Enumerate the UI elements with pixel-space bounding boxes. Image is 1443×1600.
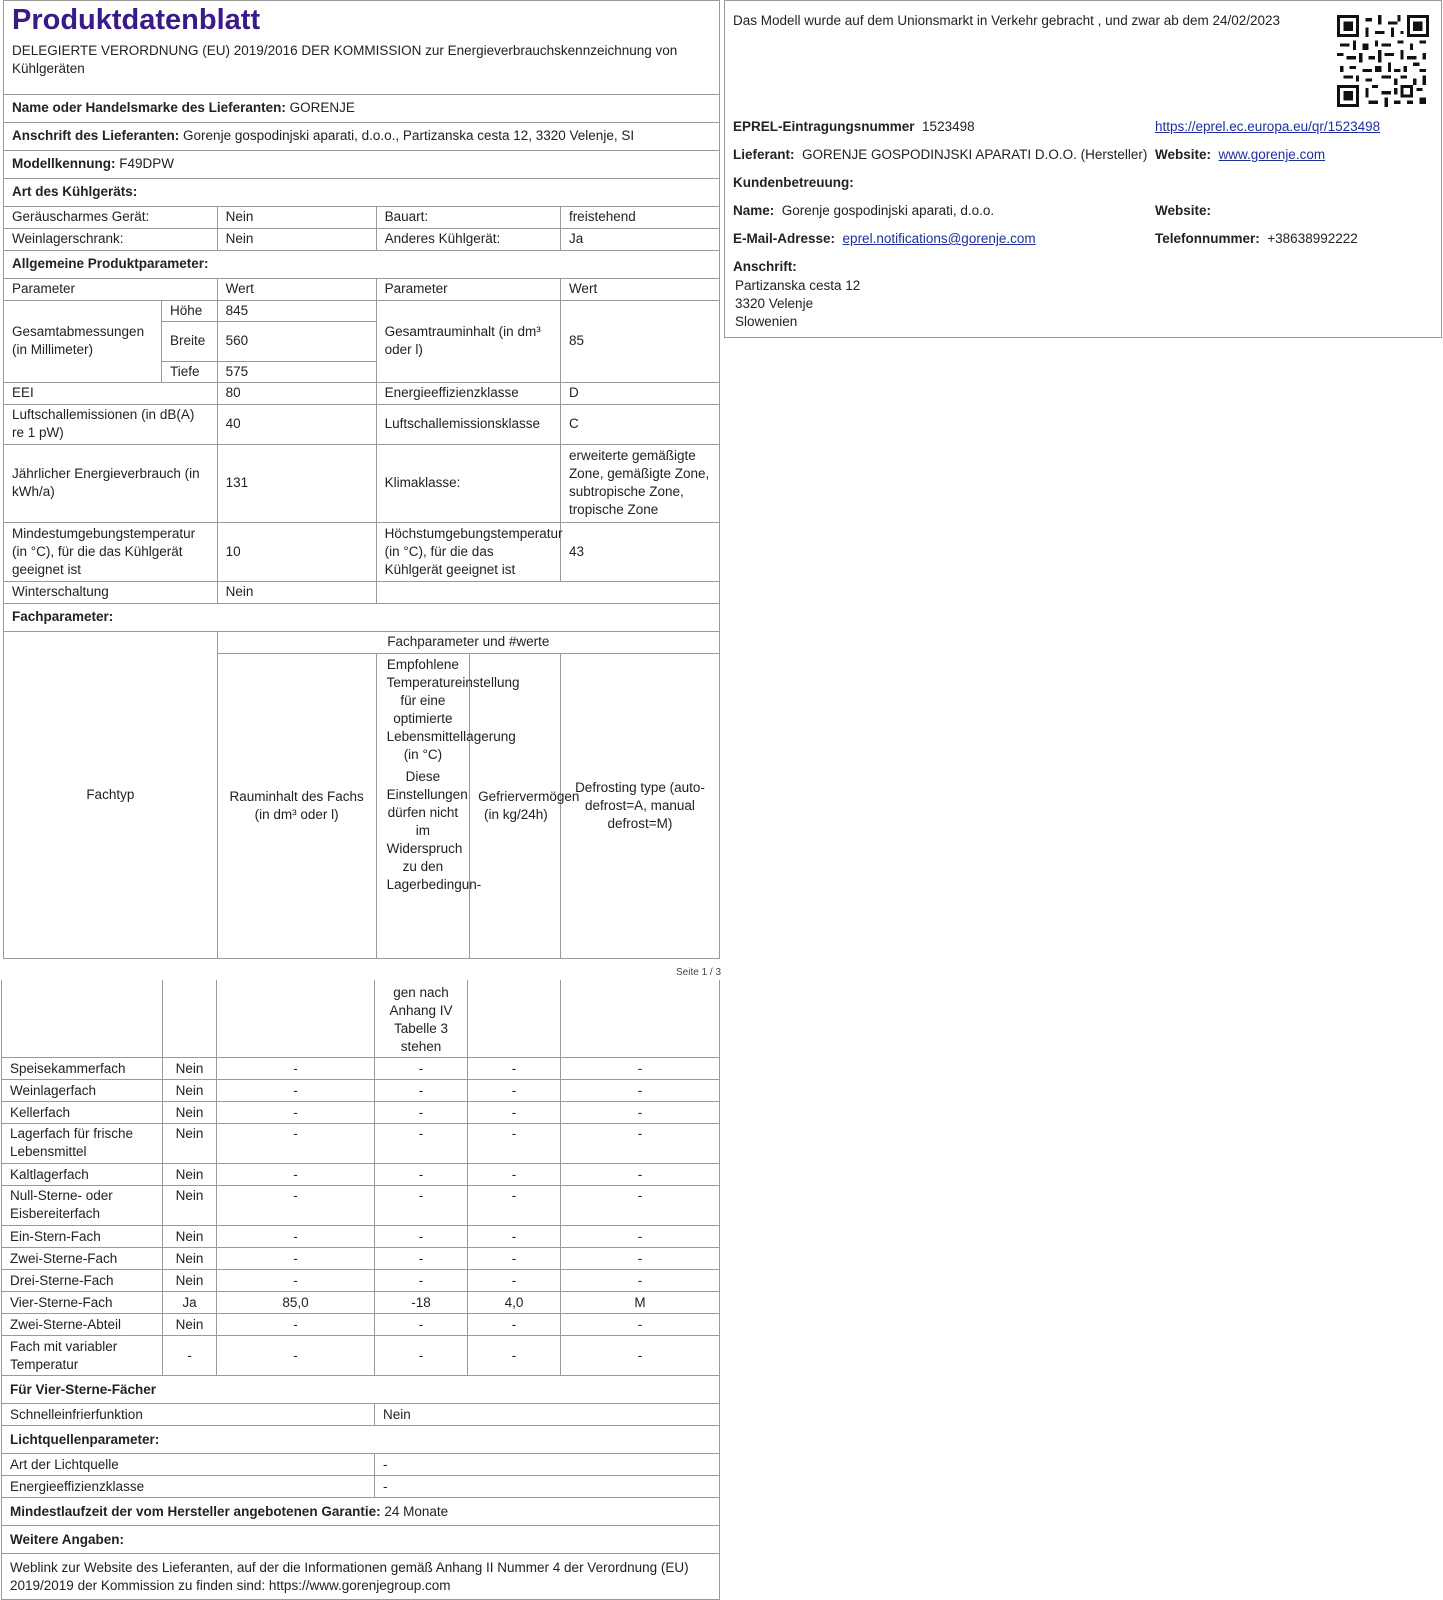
compartment-defrost: -: [561, 1058, 720, 1080]
compartments-heading: Fachparameter:: [4, 603, 720, 631]
param-value: 131: [217, 444, 376, 522]
eprel-number-row: [733, 119, 1153, 134]
compartment-defrost: -: [561, 1186, 720, 1226]
type-label: Bauart:: [376, 206, 560, 228]
compartment-volume: -: [217, 1080, 375, 1102]
compartment-volume: -: [217, 1270, 375, 1292]
col-header-param: Parameter: [376, 278, 560, 300]
compartment-defrost: -: [561, 1102, 720, 1124]
light-class-label: Energieeffizienzklasse: [2, 1476, 375, 1498]
col-recommended-temp: [377, 654, 520, 958]
compartment-temp: -: [375, 1314, 468, 1336]
compartment-temp: -: [375, 1164, 468, 1186]
compartment-row: [2, 1336, 720, 1376]
col-header-param: Parameter: [4, 278, 218, 300]
compartment-row: [2, 1124, 720, 1164]
compartment-name: Zwei-Sterne-Fach: [2, 1248, 163, 1270]
compartment-freezing-capacity: -: [468, 1164, 561, 1186]
compartment-name: Drei-Sterne-Fach: [2, 1270, 163, 1292]
general-heading: Allgemeine Produktparameter:: [4, 250, 720, 278]
param-label: Klimaklasse:: [376, 444, 560, 522]
param-value: D: [560, 382, 719, 404]
compartment-volume: 85,0: [217, 1292, 375, 1314]
type-label: Geräuscharmes Gerät:: [4, 206, 218, 228]
regulation-text: DELEGIERTE VERORDNUNG (EU) 2019/2016 DER KOMMISSION zur Energieverbrauchskennzeichnung von Kühlgeräten: [4, 40, 720, 94]
type-value: Nein: [217, 206, 376, 228]
compartment-temp: -: [375, 1080, 468, 1102]
compartment-volume: -: [217, 1186, 375, 1226]
supplier-name-value: GORENJE: [289, 100, 355, 115]
compartment-name: Null-Sterne- oder Eisbereiterfach: [2, 1186, 163, 1226]
compartment-volume: -: [217, 1058, 375, 1080]
compartment-row: [2, 1186, 720, 1226]
type-label: Anderes Kühlgerät:: [376, 228, 560, 250]
winter-label: Winterschaltung: [4, 581, 218, 603]
param-label: EEI: [4, 382, 218, 404]
supplier-name-row: [4, 94, 720, 122]
model-value: F49DPW: [119, 156, 175, 171]
product-sheet-table-part1: [3, 0, 720, 959]
compartment-present: Nein: [163, 1226, 217, 1248]
model-row: [4, 150, 720, 178]
service-name-row: [733, 203, 1153, 218]
compartment-defrost: -: [561, 1226, 720, 1248]
compartment-present: Nein: [163, 1314, 217, 1336]
compartment-defrost: -: [561, 1314, 720, 1336]
col-recommended-temp-note: Diese Einstellungen dürfen nicht im Widerspruch zu den Lagerbedingun-: [386, 768, 482, 892]
compartment-row: [2, 1292, 720, 1314]
col-compartment-type: Fachtyp: [4, 631, 218, 958]
compartment-name: Fach mit variabler Temperatur: [2, 1336, 163, 1376]
website-label: Website:: [1155, 147, 1212, 162]
col-compartment-volume: Rauminhalt des Fachs (in dm³ oder l): [217, 653, 376, 958]
compartment-name: Vier-Sterne-Fach: [2, 1292, 163, 1314]
eprel-label: EPREL-Eintragungsnummer: [733, 119, 915, 134]
eprel-info-box: [724, 0, 1442, 338]
model-label: Modellkennung:: [12, 156, 116, 171]
col-header-value: Wert: [217, 278, 376, 300]
dim-label: Höhe: [161, 300, 217, 321]
compartment-freezing-capacity: -: [468, 1124, 561, 1164]
fast-freeze-value: Nein: [375, 1404, 720, 1426]
compartment-row: [2, 1080, 720, 1102]
dim-value: 560: [217, 321, 376, 361]
phone-row: [1155, 231, 1358, 246]
compartment-volume: -: [217, 1102, 375, 1124]
service-name-value: Gorenje gospodinjski aparati, d.o.o.: [781, 203, 995, 218]
compartment-row: [2, 1226, 720, 1248]
compartment-present: Nein: [163, 1080, 217, 1102]
compartment-temp: -: [375, 1058, 468, 1080]
compartment-volume: -: [217, 1248, 375, 1270]
param-label: Höchstumgebungstemperatur (in °C), für die das Kühlgerät geeignet ist: [376, 522, 560, 581]
customer-service-heading: Kundenbetreuung:: [733, 175, 854, 190]
dim-value: 575: [217, 361, 376, 382]
header-subtable: [377, 654, 580, 958]
compartment-defrost: M: [561, 1292, 720, 1314]
param-label: Luftschallemissionen (in dB(A) re 1 pW): [4, 404, 218, 444]
page-title: Produktdatenblatt: [4, 1, 720, 41]
compartment-name: Kaltlagerfach: [2, 1164, 163, 1186]
page-number: Seite 1 / 3: [676, 967, 722, 978]
light-type-value: -: [375, 1454, 720, 1476]
compartment-present: Nein: [163, 1124, 217, 1164]
compartment-row: [2, 1102, 720, 1124]
compartment-present: Nein: [163, 1058, 217, 1080]
compartment-row: [2, 1248, 720, 1270]
param-value: 43: [560, 522, 719, 581]
compartment-freezing-capacity: 4,0: [468, 1292, 561, 1314]
compartment-freezing-capacity: -: [468, 1314, 561, 1336]
supplier-website-url[interactable]: https://www.gorenjegroup.com: [268, 1577, 451, 1593]
compartment-name: Lagerfach für frische Lebensmittel: [2, 1124, 163, 1164]
param-value: C: [560, 404, 719, 444]
compartment-present: Ja: [163, 1292, 217, 1314]
col-recommended-temp-text: Empfohlene Temperatureinstellung für eine optimierte Lebensmittellagerung (in °C): [386, 656, 520, 762]
supplier-row: [733, 147, 1153, 162]
dimensions-label: Gesamtabmessungen (in Millimeter): [4, 300, 162, 382]
compartment-freezing-capacity: -: [468, 1336, 561, 1376]
param-label: Jährlicher Energieverbrauch (in kWh/a): [4, 444, 218, 522]
type-label: Weinlagerschrank:: [4, 228, 218, 250]
compartment-present: Nein: [163, 1248, 217, 1270]
winter-value: Nein: [217, 581, 376, 603]
col-defrost-type: Defrosting type (auto-defrost=A, manual defrost=M): [560, 653, 719, 958]
type-value: Ja: [560, 228, 719, 250]
warranty-value: 24 Monate: [384, 1503, 449, 1519]
phone-value: +38638992222: [1267, 231, 1358, 246]
type-value: freistehend: [560, 206, 719, 228]
compartment-defrost: -: [561, 1248, 720, 1270]
param-label: Luftschallemissionsklasse: [376, 404, 560, 444]
service-address-line: Slowenien: [735, 314, 798, 329]
compartment-name: Zwei-Sterne-Abteil: [2, 1314, 163, 1336]
compartment-present: Nein: [163, 1164, 217, 1186]
compartment-volume: -: [217, 1314, 375, 1336]
compartment-group-header: Fachparameter und #werte: [217, 631, 719, 653]
compartment-freezing-capacity: -: [468, 1226, 561, 1248]
param-value: 40: [217, 404, 376, 444]
supplier-address-value: Gorenje gospodinjski aparati, d.o.o., Partizanska cesta 12, 3320 Velenje, SI: [183, 128, 635, 143]
compartment-freezing-capacity: -: [468, 1080, 561, 1102]
compartment-name: Kellerfach: [2, 1102, 163, 1124]
climate-class-value: erweiterte gemäßigte Zone, gemäßigte Zone, subtropische Zone, tropische Zone: [560, 444, 719, 522]
email-link[interactable]: eprel.notifications@gorenje.com: [842, 231, 1036, 246]
compartment-defrost: -: [561, 1080, 720, 1102]
right-supplier-value: GORENJE GOSPODINJSKI APARATI D.O.O. (Hersteller): [802, 147, 1148, 162]
light-class-value: -: [375, 1476, 720, 1498]
further-heading: Weitere Angaben:: [2, 1526, 720, 1554]
compartment-freezing-capacity: -: [468, 1186, 561, 1226]
compartment-temp: -: [375, 1102, 468, 1124]
empty-cell: [376, 581, 719, 603]
compartment-temp: -: [375, 1270, 468, 1292]
compartment-row: [2, 1058, 720, 1080]
compartment-temp: -18: [375, 1292, 468, 1314]
compartment-volume: -: [217, 1124, 375, 1164]
compartment-freezing-capacity: -: [468, 1270, 561, 1292]
compartment-present: Nein: [163, 1102, 217, 1124]
website-row: [1155, 147, 1325, 162]
type-heading: Art des Kühlgeräts:: [4, 178, 720, 206]
dim-value: 845: [217, 300, 376, 321]
supplier-address-label: Anschrift des Lieferanten:: [12, 128, 180, 143]
supplier-name-label: Name oder Handelsmarke des Lieferanten:: [12, 100, 286, 115]
col-header-value: Wert: [560, 278, 719, 300]
service-address-line: 3320 Velenje: [735, 296, 814, 311]
compartment-temp: -: [375, 1226, 468, 1248]
volume-value: 85: [560, 300, 719, 382]
four-star-heading: Für Vier-Sterne-Fächer: [2, 1376, 720, 1404]
compartment-name: Ein-Stern-Fach: [2, 1226, 163, 1248]
compartment-temp: -: [375, 1124, 468, 1164]
further-info: [2, 1554, 720, 1600]
dim-label: Tiefe: [161, 361, 217, 382]
compartment-temp: -: [375, 1336, 468, 1376]
compartment-row: [2, 1314, 720, 1336]
compartment-present: Nein: [163, 1270, 217, 1292]
fast-freeze-label: Schnelleinfrierfunktion: [2, 1404, 375, 1426]
email-row: [733, 231, 1153, 246]
compartment-defrost: -: [561, 1336, 720, 1376]
compartment-row: [2, 1164, 720, 1186]
compartment-present: Nein: [163, 1186, 217, 1226]
service-address-label: Anschrift:: [733, 259, 797, 274]
volume-label: Gesamtrauminhalt (in dm³ oder l): [376, 300, 560, 382]
param-value: 10: [217, 522, 376, 581]
compartment-volume: -: [217, 1226, 375, 1248]
phone-label: Telefonnummer:: [1155, 231, 1260, 246]
header-multi-cell: [376, 653, 580, 958]
compartment-defrost: -: [561, 1164, 720, 1186]
product-sheet-table-part2: [1, 980, 720, 1600]
col-recommended-temp-continued: gen nach Anhang IV Tabelle 3 stehen: [375, 980, 468, 1058]
compartment-volume: -: [217, 1336, 375, 1376]
right-supplier-label: Lieferant:: [733, 147, 795, 162]
eprel-value: 1523498: [922, 119, 975, 134]
supplier-address-row: [4, 122, 720, 150]
light-type-label: Art der Lichtquelle: [2, 1454, 375, 1476]
warranty-label: Mindestlaufzeit der vom Hersteller angebotenen Garantie:: [10, 1503, 381, 1519]
param-value: 80: [217, 382, 376, 404]
qr-code-icon[interactable]: [1337, 15, 1429, 107]
compartment-temp: -: [375, 1248, 468, 1270]
service-address-line: Partizanska cesta 12: [735, 278, 861, 293]
compartment-row: [2, 1270, 720, 1292]
compartment-volume: -: [217, 1164, 375, 1186]
compartment-name: Speisekammerfach: [2, 1058, 163, 1080]
light-heading: Lichtquellenparameter:: [2, 1426, 720, 1454]
compartment-present: -: [163, 1336, 217, 1376]
market-date-text: Das Modell wurde auf dem Unionsmarkt in Verkehr gebracht , und zwar ab dem 24/02/2023: [733, 13, 1281, 28]
service-name-label: Name:: [733, 203, 775, 218]
compartment-name: Weinlagerfach: [2, 1080, 163, 1102]
compartment-freezing-capacity: -: [468, 1102, 561, 1124]
website-link[interactable]: www.gorenje.com: [1218, 147, 1326, 162]
col-freezing-capacity: Gefriervermögen (in kg/24h): [478, 788, 580, 822]
further-text: Weblink zur Website des Lieferanten, auf der die Informationen gemäß Anhang II Nummer 4 der Verordnung (EU) 2019/2019 der Kommission zu finden sind:: [10, 1559, 689, 1593]
param-label: Mindestumgebungstemperatur (in °C), für die das Kühlgerät geeignet ist: [4, 522, 218, 581]
compartment-freezing-capacity: -: [468, 1058, 561, 1080]
warranty-row: [2, 1498, 720, 1526]
service-website-label: Website:: [1155, 203, 1212, 218]
compartment-temp: -: [375, 1186, 468, 1226]
eprel-link[interactable]: https://eprel.ec.europa.eu/qr/1523498: [1155, 119, 1381, 134]
email-label: E-Mail-Adresse:: [733, 231, 836, 246]
compartment-defrost: -: [561, 1124, 720, 1164]
dim-label: Breite: [161, 321, 217, 361]
compartment-defrost: -: [561, 1270, 720, 1292]
param-label: Energieeffizienzklasse: [376, 382, 560, 404]
type-value: Nein: [217, 228, 376, 250]
compartment-freezing-capacity: -: [468, 1248, 561, 1270]
